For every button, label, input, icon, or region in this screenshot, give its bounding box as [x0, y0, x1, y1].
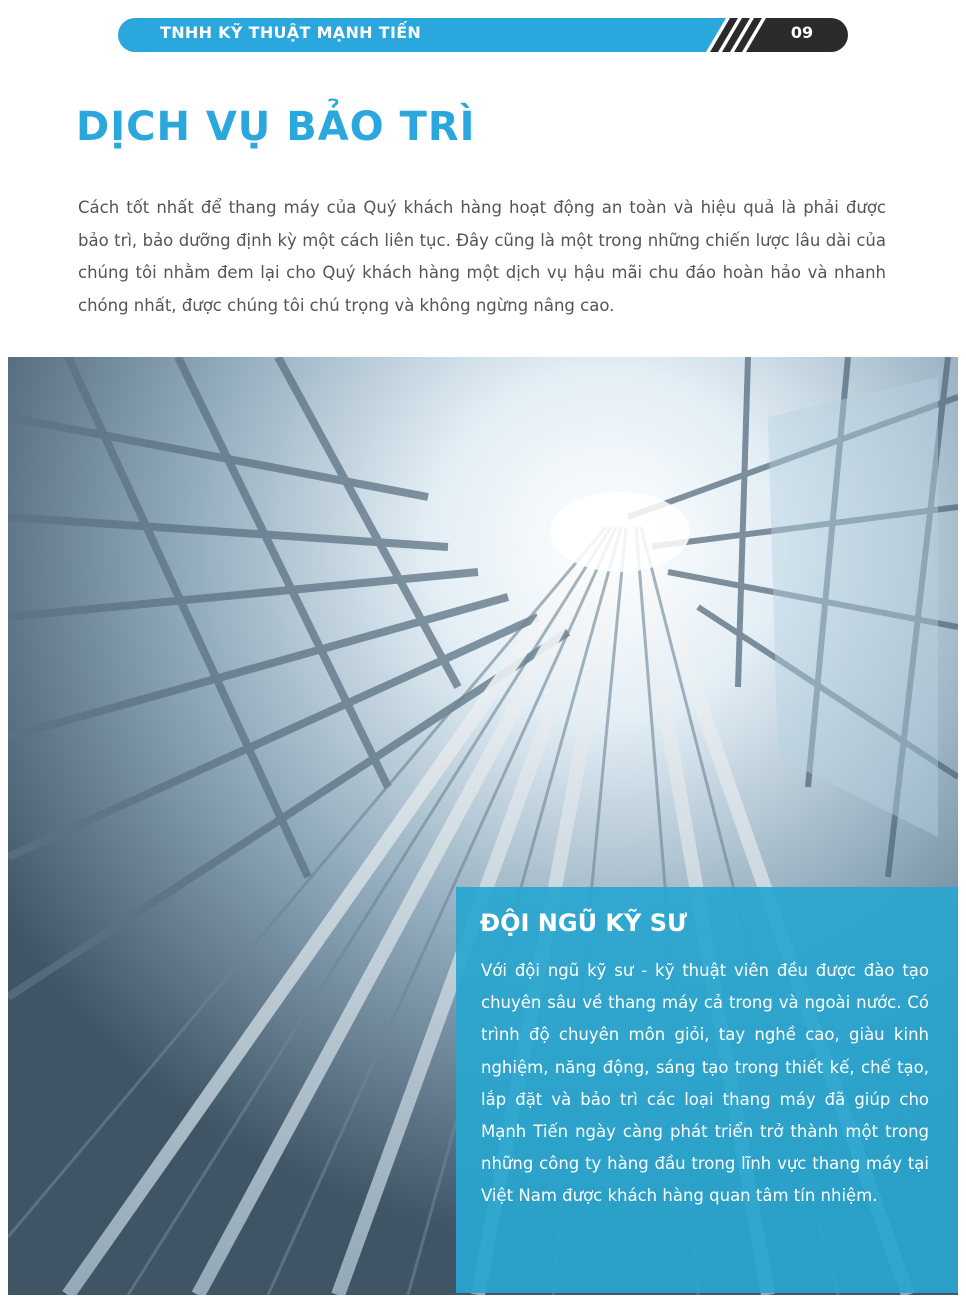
engineering-team-panel	[456, 887, 958, 1293]
intro-paragraph: Cách tốt nhất để thang máy của Quý khách hàng hoạt động an toàn và hiệu quả là phải được bảo trì, bảo dưỡng định kỳ một cách liên tục. Đây cũng là một trong những chiến lược lâu dài của chúng tôi nhằm đem lại cho Quý khách hàng một dịch vụ hậu mãi chu đáo hoàn hảo và nhanh chóng nhất, được chúng tôi chú trọng và không ngừng nâng cao.	[78, 198, 886, 315]
team-description: Với đội ngũ kỹ sư - kỹ thuật viên đều được đào tạo chuyên sâu về thang máy cả trong và ngoài nước. Có trình độ chuyên môn giỏi, tay nghề cao, giàu kinh nghiệm, năng động, sáng tạo trong thiết kế, chế tạo, lắp đặt và bảo trì các loại thang máy đã giúp cho Mạnh Tiến ngày càng phát triển trở thành một trong những công ty hàng đầu trong lĩnh vực thang máy tại Việt Nam được khách hàng quan tâm tín nhiệm.	[481, 961, 929, 1206]
team-title: ĐỘI NGŨ KỸ SƯ	[480, 909, 688, 937]
company-name: TNHH KỸ THUẬT MẠNH TIẾN	[160, 23, 422, 42]
page-number: 09	[790, 23, 814, 42]
page-title: DỊCH VỤ BẢO TRÌ	[76, 104, 476, 150]
